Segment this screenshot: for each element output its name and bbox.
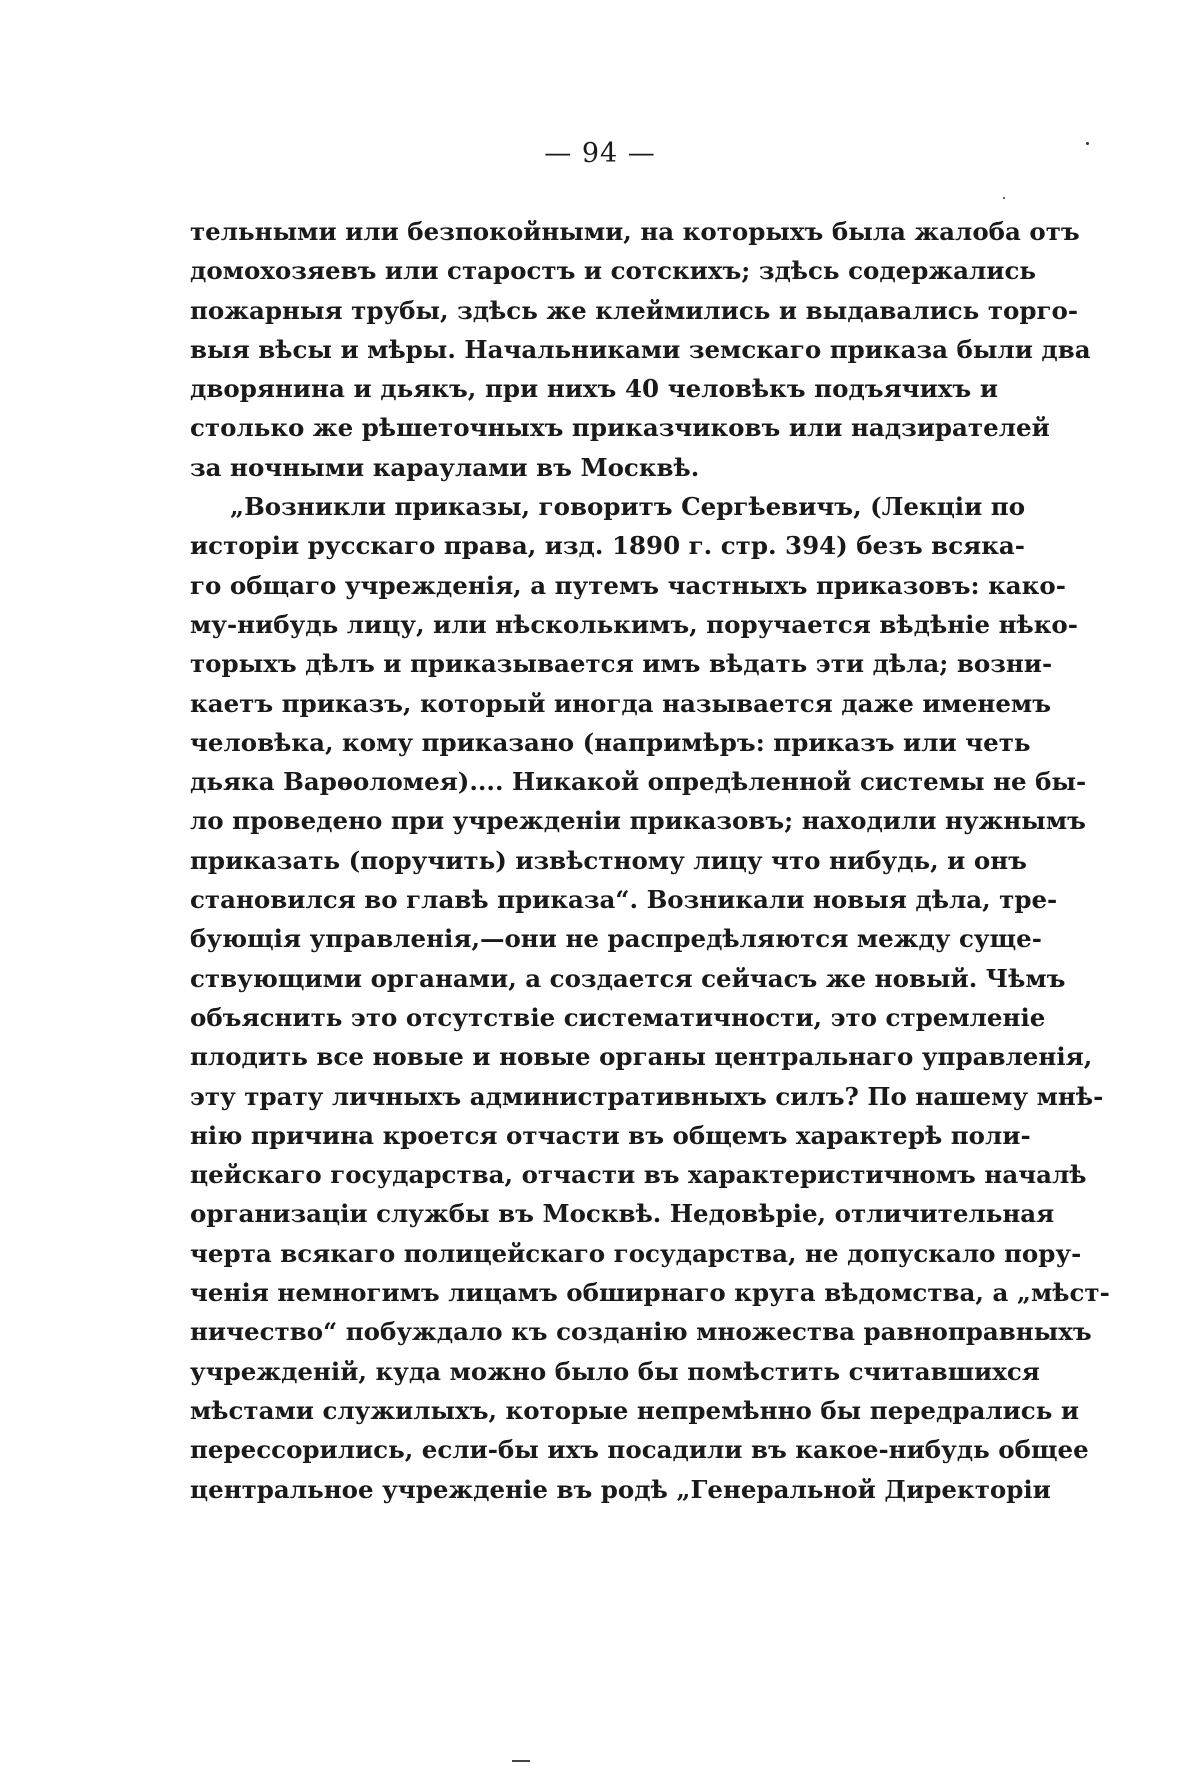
text-line: выя вѣсы и мѣры. Начальниками земскаго приказа были два bbox=[190, 334, 1091, 364]
text-line: каетъ приказъ, который иногда называется даже именемъ bbox=[190, 688, 1052, 718]
text-line: дьяка Варѳоломея).... Никакой опредѣленной системы не бы- bbox=[190, 767, 1087, 797]
body-text bbox=[190, 212, 1110, 1509]
scan-mark bbox=[512, 1760, 530, 1762]
text-line: ствующими органами, а создается сейчасъ же новый. Чѣмъ bbox=[190, 963, 1066, 993]
text-line: перессорились, если-бы ихъ посадили въ какое-нибудь общее bbox=[190, 1435, 1089, 1465]
text-line: эту трату личныхъ административныхъ силъ? По нашему мнѣ- bbox=[190, 1081, 1104, 1111]
text-line: го общаго учрежденія, а путемъ частныхъ приказовъ: како- bbox=[190, 570, 1066, 600]
text-line: домохозяевъ или старостъ и сотскихъ; здѣсь содержались bbox=[190, 256, 1037, 286]
text-line: ченія немногимъ лицамъ обширнаго круга вѣдомства, а „мѣст- bbox=[190, 1278, 1110, 1308]
text-line: черта всякаго полицейскаго государства, не допускало пору- bbox=[190, 1238, 1082, 1268]
text-line: человѣка, кому приказано (напримѣръ: приказъ или четь bbox=[190, 727, 1031, 757]
page-number: — 94 — bbox=[544, 138, 656, 169]
text-line: становился во главѣ приказа“. Возникали новыя дѣла, тре- bbox=[190, 885, 1058, 915]
text-line: организаціи службы въ Москвѣ. Недовѣріе, отличительная bbox=[190, 1199, 1055, 1229]
text-line: торыхъ дѣлъ и приказывается имъ вѣдать эти дѣла; возни- bbox=[190, 649, 1053, 679]
text-line: дворянина и дьякъ, при нихъ 40 человѣкъ подъячихъ и bbox=[190, 374, 998, 404]
text-line: пожарныя трубы, здѣсь же клеймились и выдавались торго- bbox=[190, 295, 1079, 325]
text-line: мѣстами служилыхъ, которые непремѣнно бы передрались и bbox=[190, 1395, 1080, 1425]
text-line: объяснить это отсутствіе систематичности, это стремленіе bbox=[190, 1002, 1046, 1032]
text-line: тельными или безпокойными, на которыхъ была жалоба отъ bbox=[190, 217, 1080, 246]
text-line: бующія управленія,—они не распредѣляются между суще- bbox=[190, 924, 1042, 954]
text-line: ничество“ побуждало къ созданію множества равноправныхъ bbox=[190, 1317, 1092, 1347]
paragraph-start-line: „Возникли приказы, говоритъ Сергѣевичъ, (Лекціи по bbox=[230, 492, 1026, 522]
text-line: учрежденій, куда можно было бы помѣстить считавшихся bbox=[190, 1356, 1040, 1386]
text-line: му-нибудь лицу, или нѣсколькимъ, поручается вѣдѣніе нѣко- bbox=[190, 609, 1078, 639]
text-line: за ночными караулами въ Москвѣ. bbox=[190, 452, 700, 482]
text-line: исторіи русскаго права, изд. 1890 г. стр. 394) безъ всяка- bbox=[190, 531, 1025, 561]
text-line: нію причина кроется отчасти въ общемъ характерѣ поли- bbox=[190, 1120, 1031, 1150]
text-line: центральное учрежденіе въ родѣ „Генеральной Директоріи bbox=[190, 1474, 1051, 1504]
text-line: плодить все новые и новые органы центральнаго управленія, bbox=[190, 1042, 1093, 1072]
text-line: столько же рѣшеточныхъ приказчиковъ или надзирателей bbox=[190, 413, 1050, 443]
text-line: ло проведено при учрежденіи приказовъ; находили нужнымъ bbox=[190, 806, 1086, 836]
text-line: приказать (поручить) извѣстному лицу что нибудь, и онъ bbox=[190, 845, 1027, 875]
text-line: цейскаго государства, отчасти въ характеристичномъ началѣ bbox=[190, 1160, 1087, 1190]
scan-speck bbox=[1003, 197, 1005, 199]
scan-speck bbox=[1086, 142, 1089, 145]
